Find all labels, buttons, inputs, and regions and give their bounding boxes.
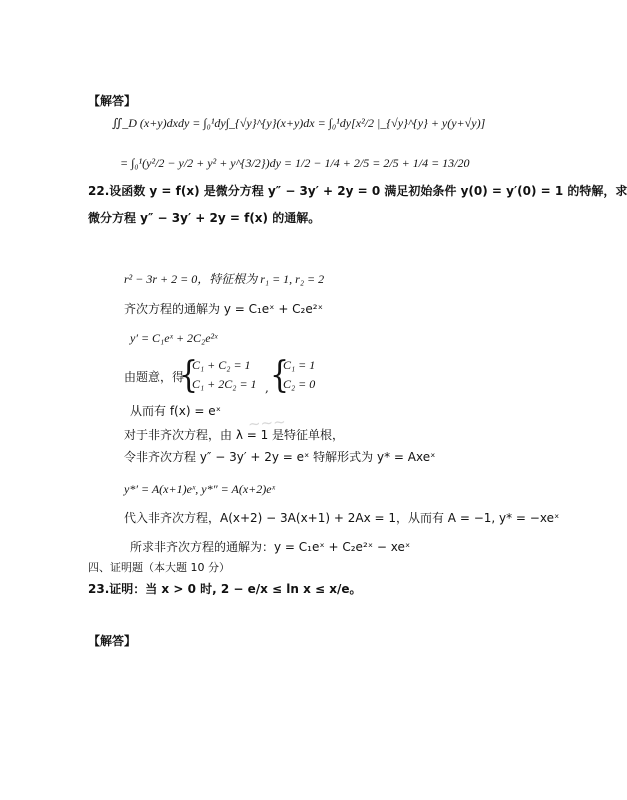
question-22-line-2: 微分方程 y″ − 3y′ + 2y = f(x) 的通解。 [88, 211, 321, 225]
section-4-title: 四、证明题（本大题 10 分） [88, 561, 230, 574]
answer-header: 【解答】 [88, 94, 137, 108]
system-2-equation-2: C₂ = 0 [283, 377, 316, 391]
derivative-line: y′ = C₁eˣ + 2C₂e²ˣ [130, 331, 218, 345]
watermark-stamp: ~~~ [247, 412, 287, 434]
characteristic-equation: r² − 3r + 2 = 0，特征根为 r₁ = 1, r₂ = 2 [124, 272, 325, 286]
system-2-equation-1: C₁ = 1 [283, 358, 316, 372]
nonhomogeneous-note: 对于非齐次方程，由 λ = 1 是特征单根， [124, 428, 345, 442]
general-solution: 所求非齐次方程的通解为：y = C₁eˣ + C₂e²ˣ − xeˣ [130, 540, 411, 554]
system-1-equation-1: C₁ + C₂ = 1 [192, 358, 251, 372]
substitution-line: 代入非齐次方程，A(x+2) − 3A(x+1) + 2Ax = 1，从而有 A = −1, y* = −xeˣ [124, 511, 560, 525]
comma-separator: , [265, 381, 269, 395]
q21-solution-line-1: ∬_D (x+y)dxdy = ∫₀¹dy∫_{√y}^{y}(x+y)dx = ∫₀¹dy[x²/2 |_{√y}^{y} + y(y+√y)] [112, 116, 486, 130]
left-brace-1: { [179, 354, 199, 397]
answer-header-2: 【解答】 [88, 634, 137, 648]
particular-derivatives: y*′ = A(x+1)eˣ, y*″ = A(x+2)eˣ [124, 482, 275, 496]
conditions-prefix: 由题意，得 [124, 370, 185, 384]
left-brace-2: { [270, 354, 290, 397]
q21-solution-line-2: = ∫₀¹(y²/2 − y/2 + y² + y^{3/2})dy = 1/2 − 1/4 + 2/5 = 2/5 + 1/4 = 13/20 [120, 156, 470, 170]
homogeneous-solution: 齐次方程的通解为 y = C₁eˣ + C₂e²ˣ [124, 302, 323, 316]
particular-form: 令非齐次方程 y″ − 3y′ + 2y = eˣ 特解形式为 y* = Axeˣ [124, 450, 436, 464]
f-of-x-result: 从而有 f(x) = eˣ [130, 404, 221, 418]
system-1-equation-2: C₁ + 2C₂ = 1 [192, 377, 257, 391]
question-23: 23.证明：当 x > 0 时, 2 − e/x ≤ ln x ≤ x/e。 [88, 582, 362, 596]
question-22-line-1: 22.设函数 y = f(x) 是微分方程 y″ − 3y′ + 2y = 0 满足初始条件 y(0) = y′(0) = 1 的特解，求 [88, 184, 627, 198]
